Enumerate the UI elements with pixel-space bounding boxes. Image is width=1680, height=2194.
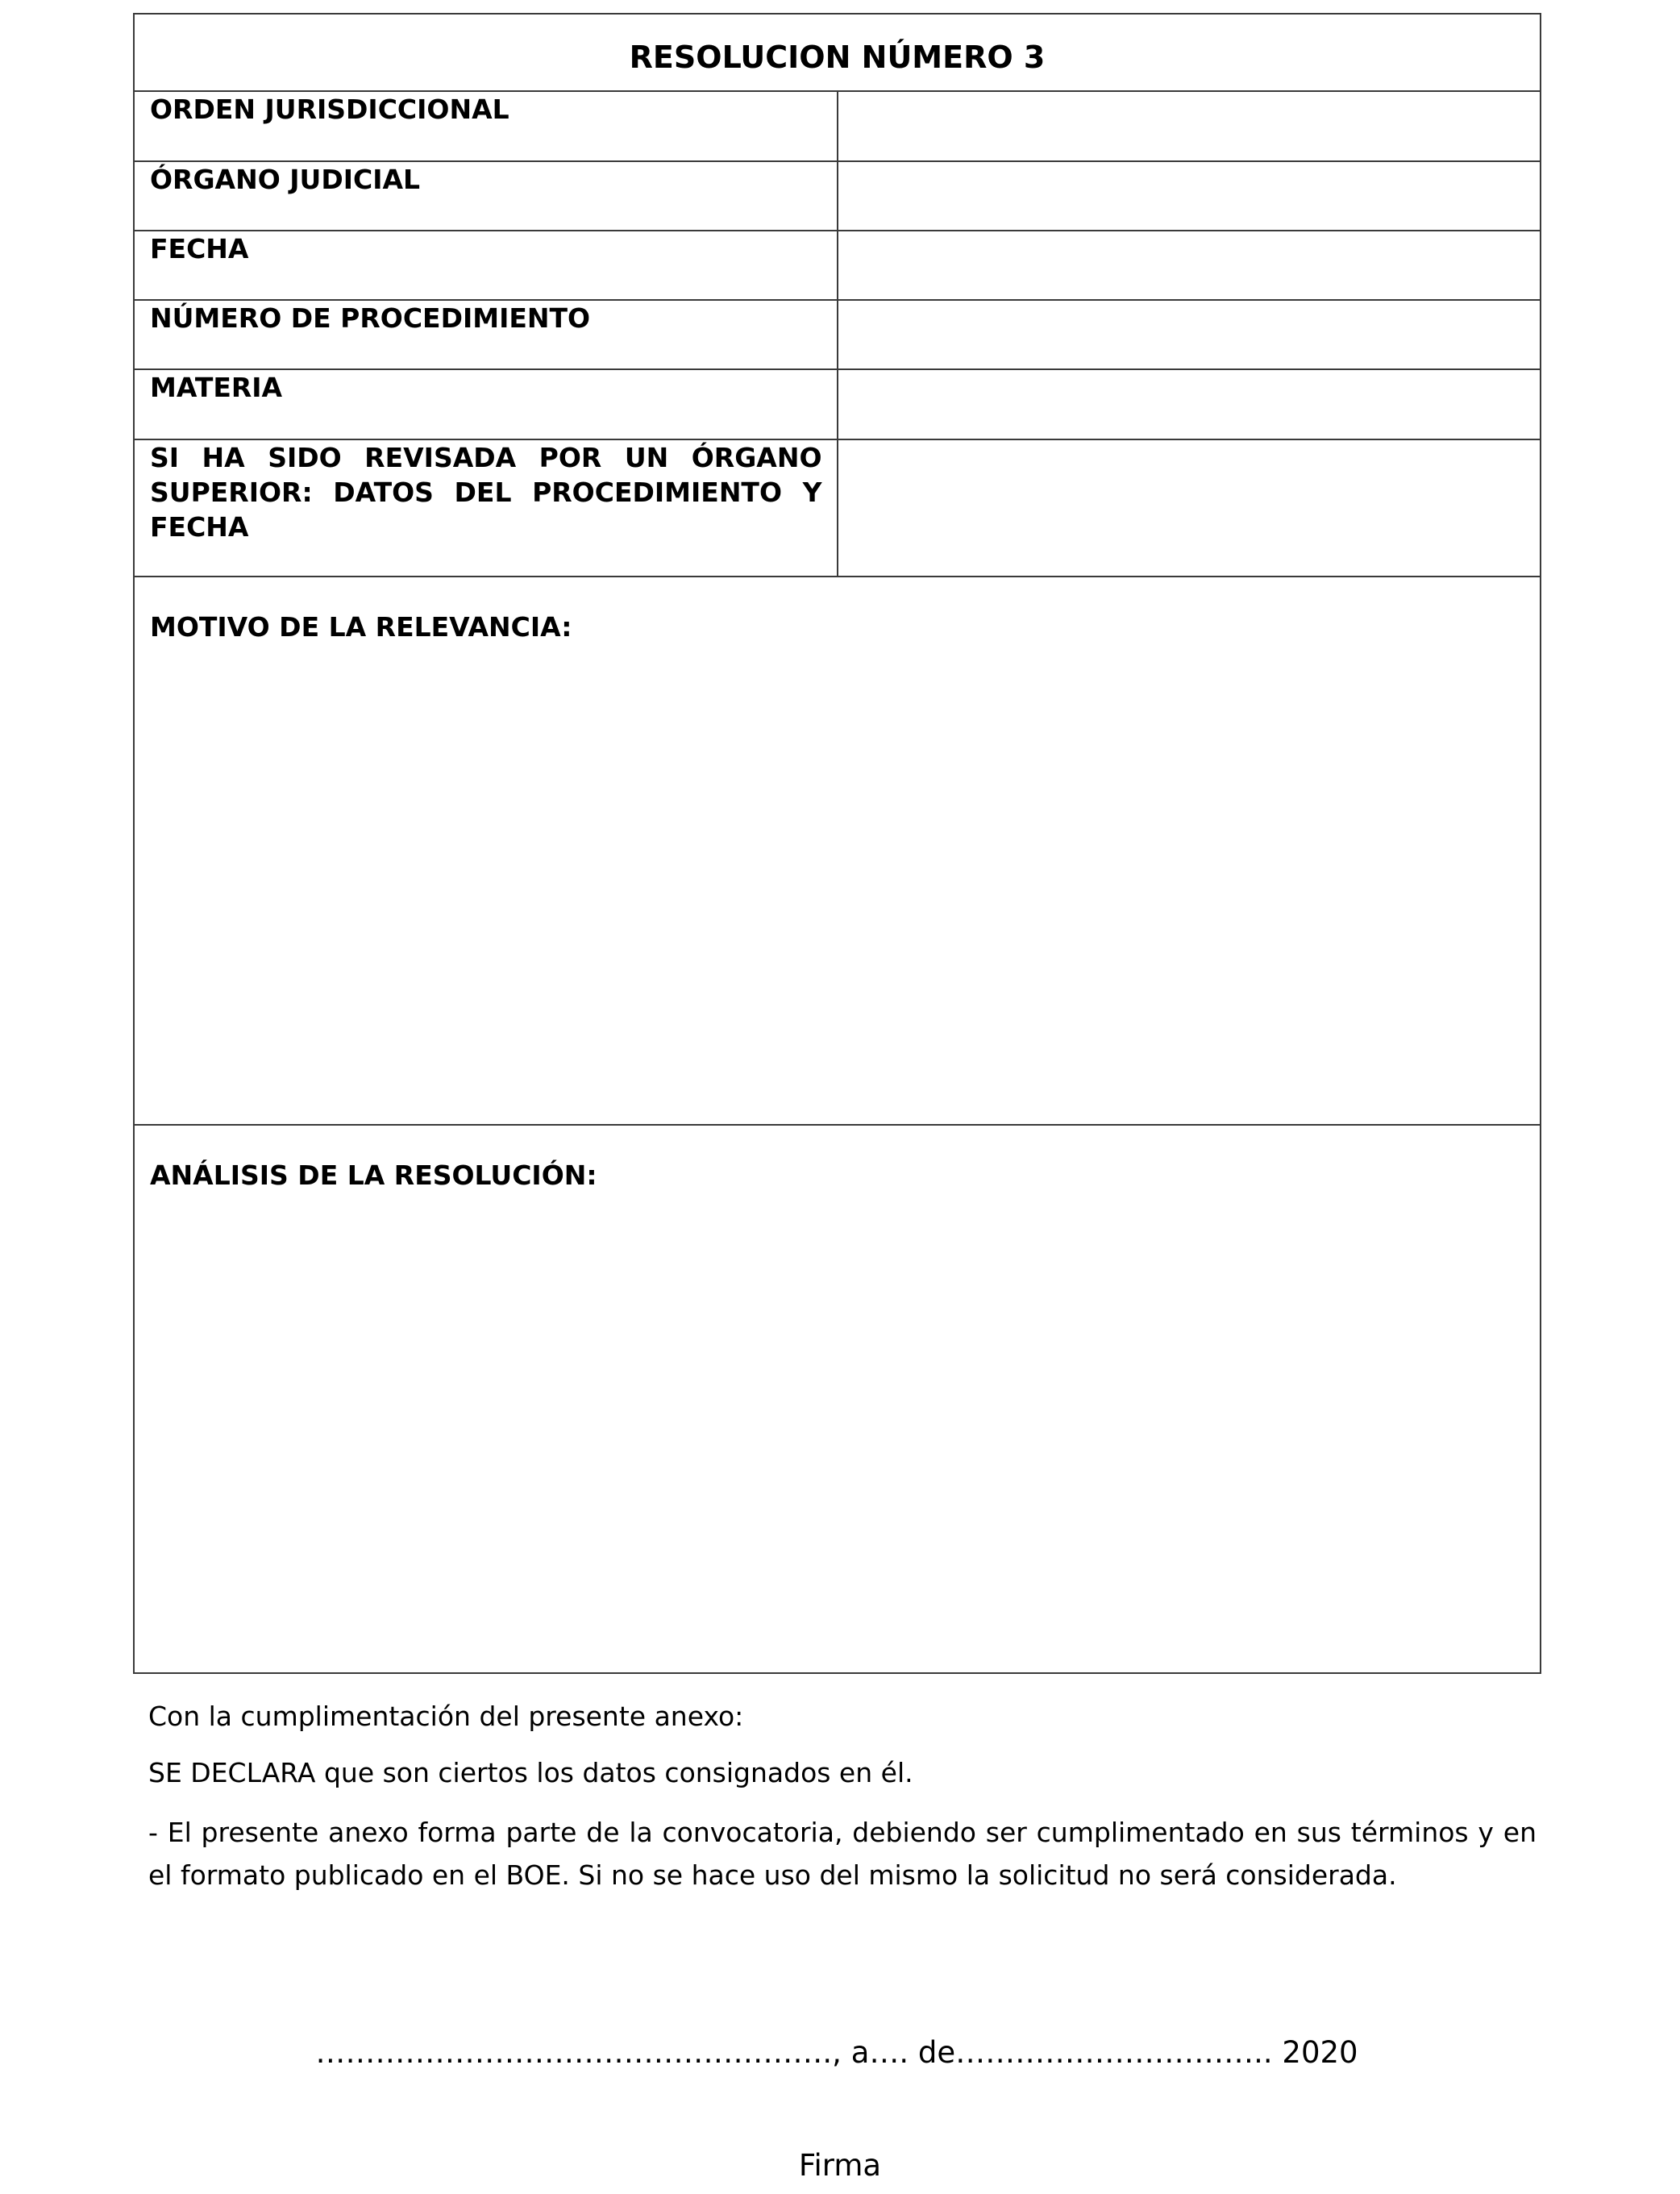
form-title-cell: [134, 14, 1541, 91]
row-organo-judicial: [134, 161, 1541, 231]
row-analisis-resolucion: [134, 1125, 1541, 1673]
field-fecha[interactable]: [838, 231, 1541, 300]
resolution-form-table: [133, 13, 1541, 1674]
field-label-numero-procedimiento: NÚMERO DE PROCEDIMIENTO: [150, 302, 591, 335]
label-cell: [134, 300, 838, 369]
field-revision-organo-superior[interactable]: [838, 439, 1541, 577]
field-label-fecha: FECHA: [150, 232, 249, 264]
analisis-resolucion-label: ANÁLISIS DE LA RESOLUCIÓN:: [150, 1159, 597, 1191]
field-materia[interactable]: [838, 369, 1541, 439]
field-orden-jurisdiccional[interactable]: [838, 91, 1541, 160]
field-organo-judicial[interactable]: [838, 161, 1541, 231]
field-analisis-resolucion[interactable]: [134, 1125, 1541, 1673]
label-cell: [134, 369, 838, 439]
row-fecha: [134, 231, 1541, 300]
field-label-organo-judicial: ÓRGANO JUDICIAL: [150, 163, 421, 195]
footer-intro: Con la cumplimentación del presente anexo:: [148, 1701, 744, 1732]
signature-label: Firma: [798, 2148, 882, 2183]
motivo-relevancia-label: MOTIVO DE LA RELEVANCIA:: [150, 611, 572, 643]
field-numero-procedimiento[interactable]: [838, 300, 1541, 369]
row-motivo-relevancia: [134, 577, 1541, 1125]
form-title: RESOLUCION NÚMERO 3: [629, 40, 1046, 76]
field-motivo-relevancia[interactable]: [134, 577, 1541, 1125]
label-cell: [134, 91, 838, 160]
label-cell: [134, 231, 838, 300]
row-numero-procedimiento: [134, 300, 1541, 369]
date-place-line: [0, 2035, 1680, 2070]
field-label-orden-jurisdiccional: ORDEN JURISDICCIONAL: [150, 94, 509, 126]
field-label-revision-organo-superior: SI HA SIDO REVISADA POR UN ÓRGANO SUPERIOR: DATOS DEL PROCEDIMIENTO Y FECHA: [150, 441, 822, 543]
label-cell: [134, 161, 838, 231]
row-materia: [134, 369, 1541, 439]
footer-note: - El presente anexo forma parte de la convocatoria, debiendo ser cumplimentado en sus términos y en el formato publicado en el BOE. Si no se hace uso del mismo la solicitud no será considerada.: [148, 1817, 1537, 1891]
label-cell: [134, 439, 838, 577]
row-orden-jurisdiccional: [134, 91, 1541, 160]
date-place-text: ……………………………………………., a…. de………………………….. 2020: [315, 2035, 1358, 2070]
footer-declaration: SE DECLARA que son ciertos los datos consignados en él.: [148, 1757, 913, 1788]
row-revision-organo-superior: [134, 439, 1541, 577]
field-label-materia: MATERIA: [150, 372, 283, 404]
